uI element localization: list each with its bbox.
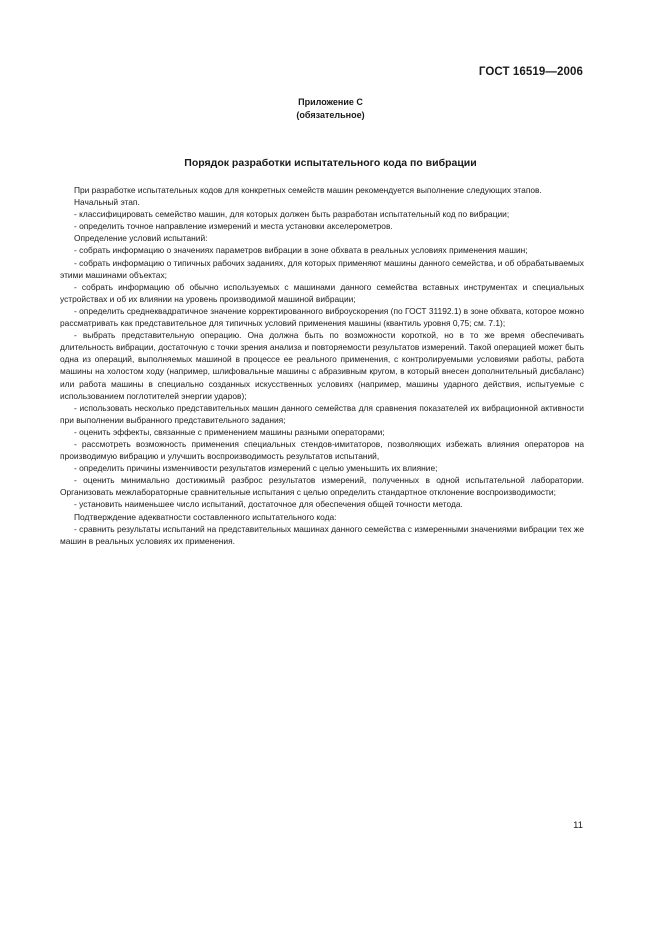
paragraph: - оценить минимально достижимый разброс результатов измерений, полученных в одной испытательной лаборатории. Организовать межлабораторные сравнительные испытания с целью определить стандартное отклонение воспроизводимости; — [60, 475, 584, 498]
paragraph: - определить причины изменчивости результатов измерений с целью уменьшить их влияние; — [74, 463, 438, 474]
paragraph: - определить точное направление измерений и места установки акселерометров. — [74, 221, 393, 232]
appendix-status: (обязательное) — [296, 110, 365, 120]
paragraph: - собрать информацию о типичных рабочих заданиях, для которых применяют машины данного семейства, и об обрабатываемых этими машинами объектах; — [60, 257, 584, 280]
paragraph: - установить наименьшее число испытаний, достаточное для обеспечения общей точности метода. — [74, 499, 463, 510]
page-number: 11 — [573, 820, 583, 831]
paragraph: Определение условий испытаний: — [74, 233, 208, 244]
paragraph: Начальный этап. — [74, 197, 140, 208]
paragraph: - классифицировать семейство машин, для которых должен быть разработан испытательный код по вибрации; — [74, 209, 510, 220]
appendix-heading — [0, 96, 661, 122]
paragraph: - определить среднеквадратичное значение корректированного виброускорения (по ГОСТ 31192.1) в зоне обхвата, которое можно рассматривать как представительное для типичных условий применения машины (квантиль уровня 0,75; см. 7.1); — [60, 305, 584, 329]
section-title: Порядок разработки испытательного кода по вибрации — [184, 157, 477, 169]
body-text — [60, 184, 584, 547]
paragraph: - выбрать представительную операцию. Она должна быть по возможности короткой, но в то же время обеспечивать длительность вибрации, достаточную с точки зрения анализа и повторяемости результатов измерений. Такой операцией может быть одна из операций, выполняемых машиной в процессе ее реального применения, с контролируемыми условиями работы, работа машины на холостом ходу (например, шлифовальные машины с абразивным кругом, в который внесен дополнительный дисбаланс) или работа машины в специально созданных искусственных условиях (например, машины ударного действия, испытуемые с использованием поглотителей энергии ударов); — [60, 330, 584, 401]
paragraph: Подтверждение адекватности составленного испытательного кода: — [74, 511, 337, 522]
document-code: ГОСТ 16519—2006 — [478, 66, 583, 78]
paragraph: - собрать информацию о значениях параметров вибрации в зоне обхвата в реальных условиях применения машин; — [74, 245, 528, 256]
paragraph: - оценить эффекты, связанные с применением машины разными операторами; — [74, 426, 385, 437]
paragraph: - сравнить результаты испытаний на представительных машинах данного семейства с измеренными значениями вибрации тех же машин в реальных условиях их применения. — [60, 523, 584, 546]
paragraph: При разработке испытательных кодов для конкретных семейств машин рекомендуется выполнение следующих этапов. — [74, 185, 542, 195]
paragraph: - собрать информацию об обычно используемых с машинами данного семейства вставных инструментах и специальных устройствах и об их влиянии на уровень производимой машиной вибрации; — [60, 281, 584, 304]
appendix-title: Приложение С — [298, 97, 363, 107]
paragraph: - рассмотреть возможность применения специальных стендов-имитаторов, позволяющих избежать влияния операторов на производимую вибрацию и улучшить воспроизводимость результатов испытаний, — [60, 438, 584, 462]
paragraph: - использовать несколько представительных машин данного семейства для сравнения показателей их вибрационной активности при выполнении выбранного представительного задания; — [60, 402, 584, 425]
